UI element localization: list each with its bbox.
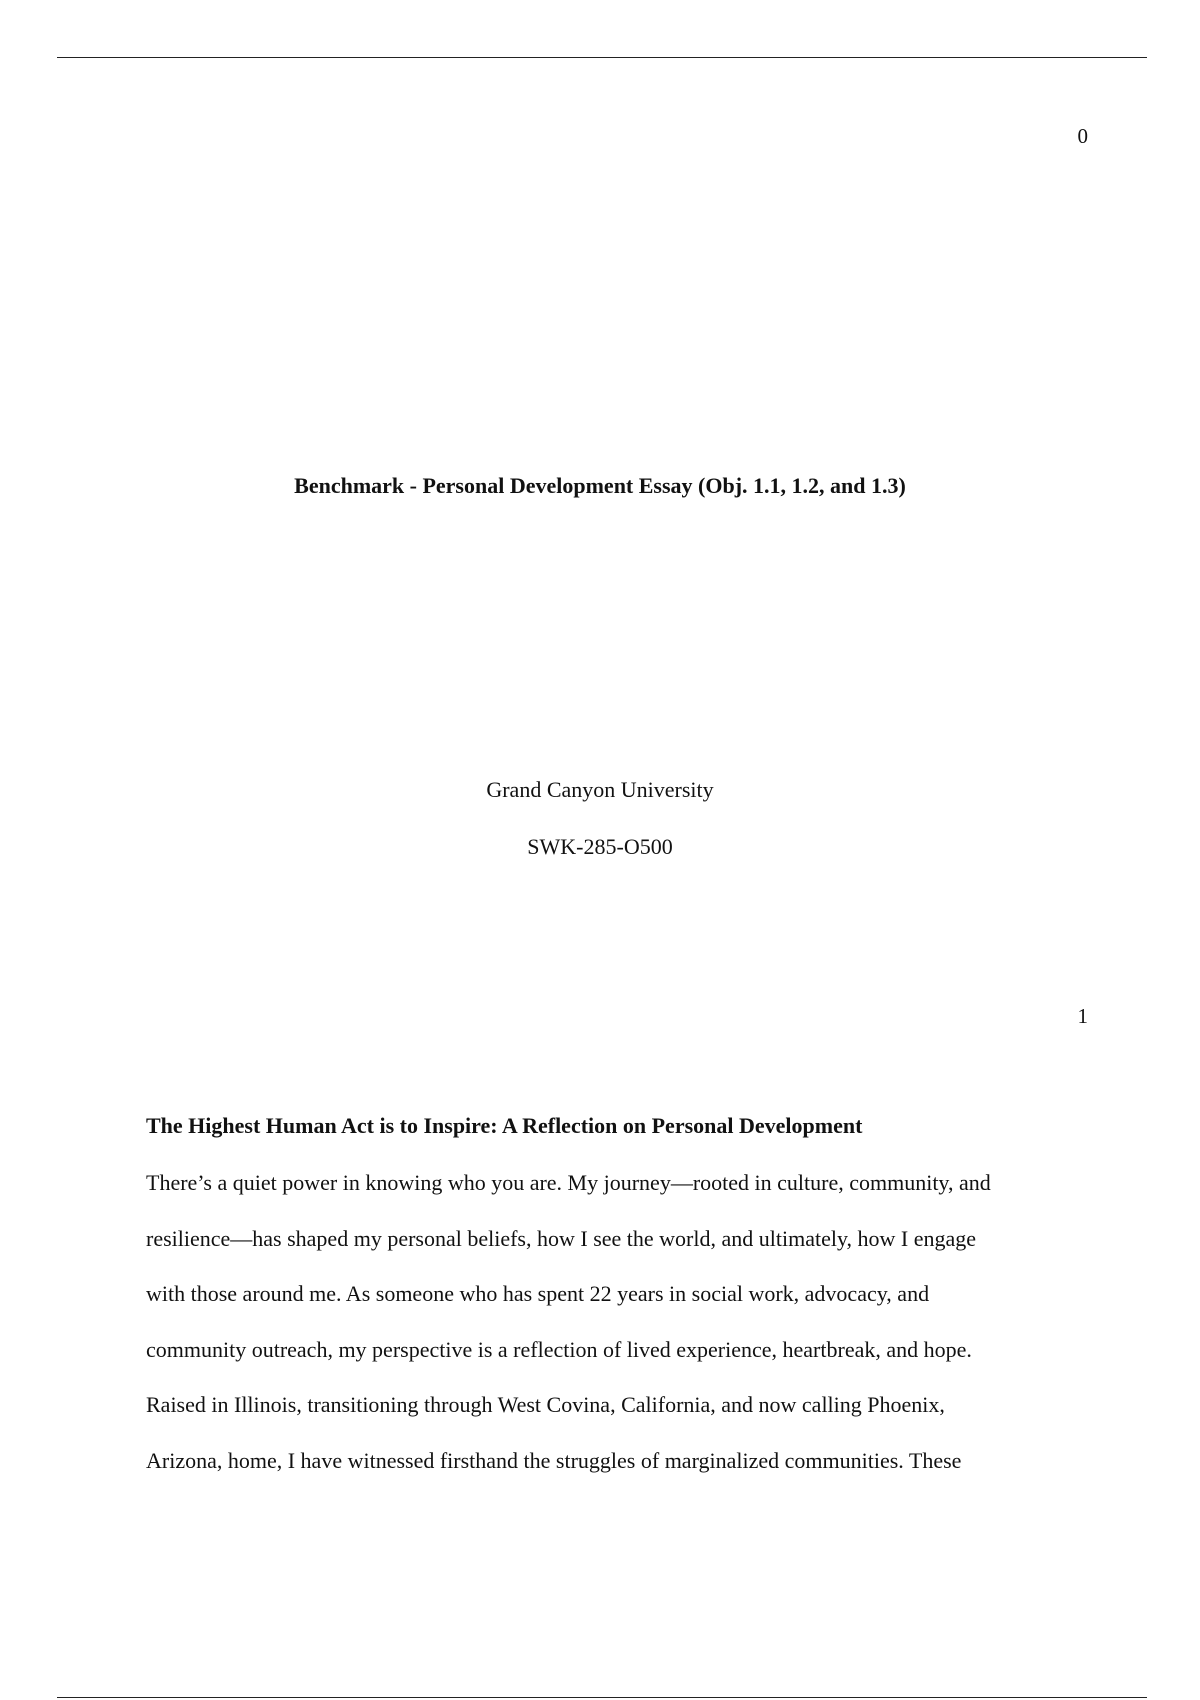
footer-rule (57, 1697, 1147, 1698)
essay-line: Arizona, home, I have witnessed firsthand the struggles of marginalized communities. These (146, 1447, 962, 1473)
header-rule (57, 57, 1147, 58)
page-number-essay-page: 1 (1077, 1004, 1088, 1028)
essay-body (146, 1169, 1086, 1502)
essay-line: community outreach, my perspective is a reflection of lived experience, heartbreak, and hope. (146, 1336, 972, 1362)
essay-line: Raised in Illinois, transitioning through West Covina, California, and now calling Phoenix, (146, 1392, 945, 1417)
essay-line: There’s a quiet power in knowing who you are. My journey—rooted in culture, community, and (146, 1170, 991, 1195)
essay-title: The Highest Human Act is to Inspire: A Reflection on Personal Development (146, 1113, 863, 1138)
essay-line: resilience—has shaped my personal beliefs, how I see the world, and ultimately, how I engage (146, 1225, 977, 1251)
title-page-heading: Benchmark - Personal Development Essay (Obj. 1.1, 1.2, and 1.3) (294, 473, 906, 498)
course-code: SWK-285-O500 (527, 834, 673, 859)
page-number-title-page: 0 (1077, 124, 1088, 148)
university-name: Grand Canyon University (486, 777, 714, 802)
essay-line: with those around me. As someone who has spent 22 years in social work, advocacy, and (146, 1281, 930, 1306)
